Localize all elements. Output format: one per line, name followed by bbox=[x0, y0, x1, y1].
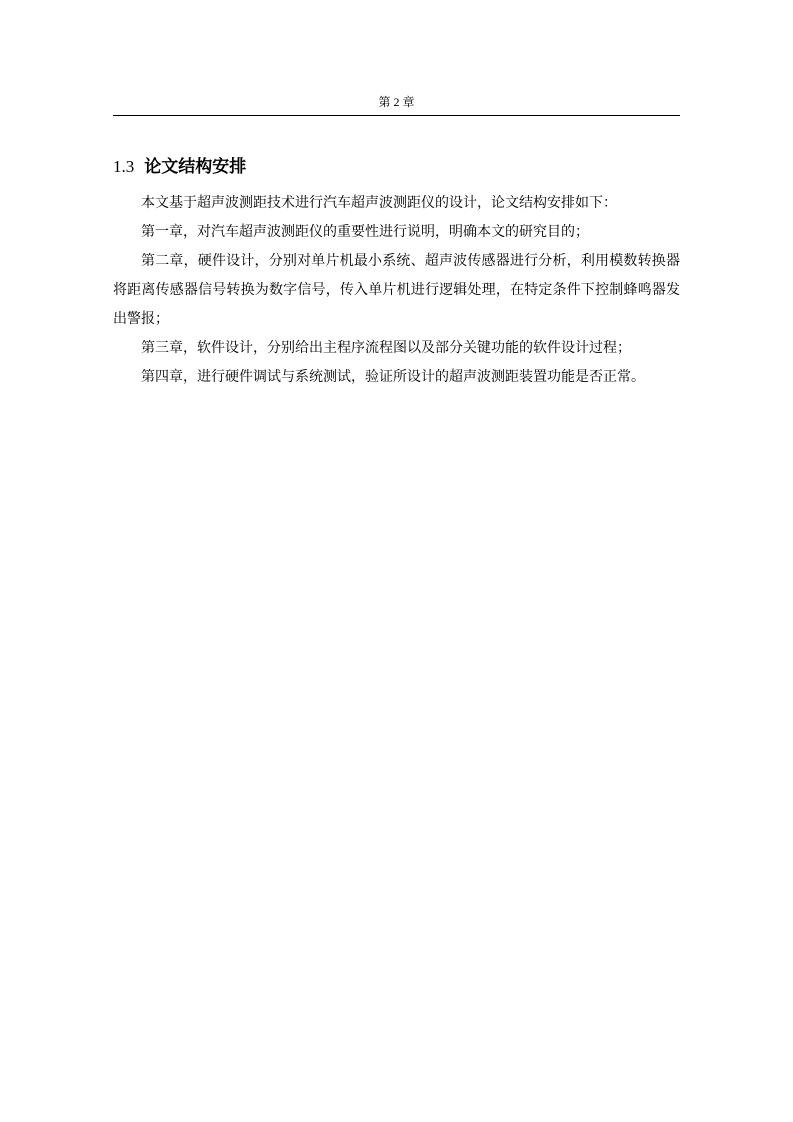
section-number: 1.3 bbox=[113, 157, 135, 176]
paragraph-intro: 本文基于超声波测距技术进行汽车超声波测距仪的设计，论文结构安排如下： bbox=[141, 195, 617, 211]
paragraph-chapter-3: 第三章，软件设计，分别给出主程序流程图以及部分关键功能的软件设计过程； bbox=[141, 340, 631, 356]
paragraph-chapter-1: 第一章，对汽车超声波测距仪的重要性进行说明，明确本文的研究目的； bbox=[141, 224, 589, 240]
chapter-label: 第 2 章 bbox=[378, 95, 415, 109]
page-header bbox=[113, 93, 680, 116]
paragraph-chapter-2: 第二章，硬件设计，分别对单片机最小系统、超声波传感器进行分析，利用模数转换器将距离传感器信号转换为数字信号，传入单片机进行逻辑处理，在特定条件下控制蜂鸣器发出警报； bbox=[113, 253, 680, 327]
section-title: 论文结构安排 bbox=[144, 157, 247, 177]
section-heading bbox=[113, 154, 246, 180]
body-text bbox=[113, 189, 680, 392]
paragraph-chapter-4: 第四章，进行硬件调试与系统测试，验证所设计的超声波测距装置功能是否正常。 bbox=[141, 369, 645, 385]
